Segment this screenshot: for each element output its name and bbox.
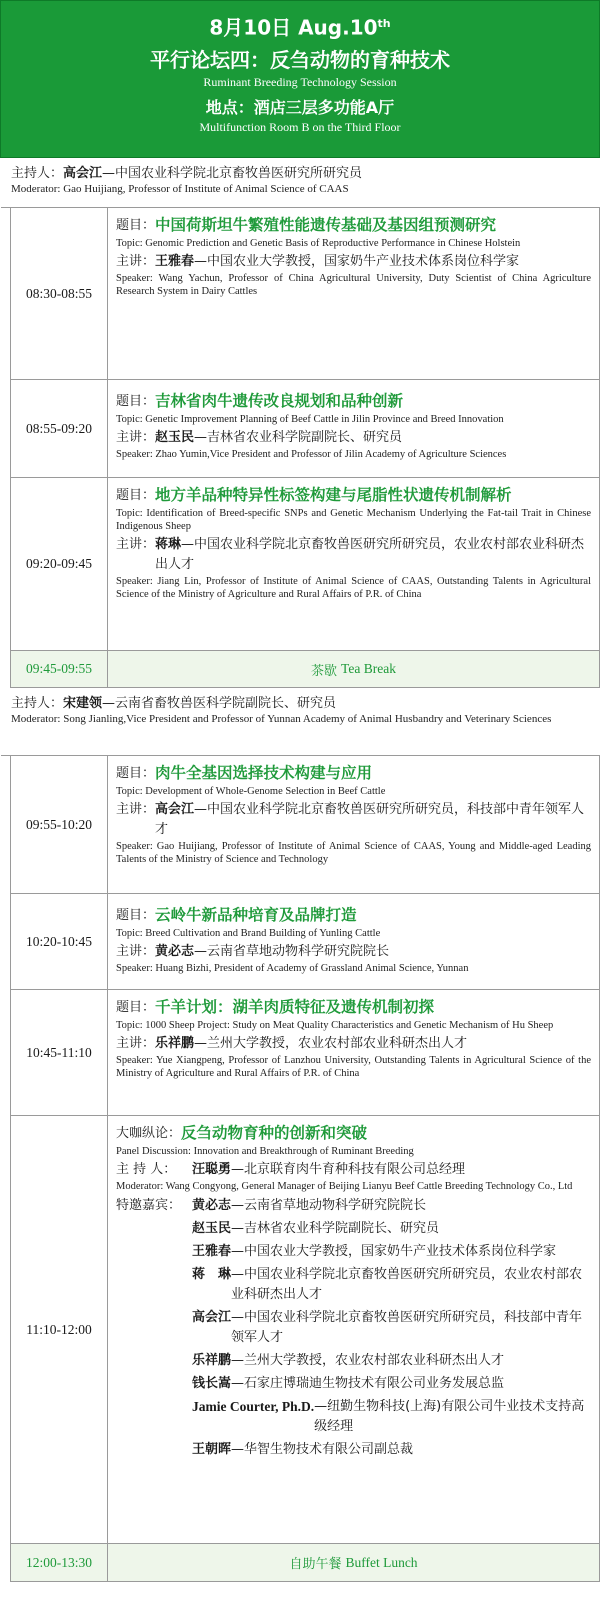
- guest-desc: —华智生物技术有限公司副总裁: [231, 1442, 414, 1457]
- venue-en: Multifunction Room B on the Third Floor: [199, 119, 401, 134]
- moderator-name: 高会江: [63, 166, 103, 181]
- topic-en: Topic: Genomic Prediction and Genetic Basis of Reproductive Performance in Chinese Holstein: [116, 238, 521, 249]
- speaker-name: 王雅春: [155, 254, 195, 269]
- panel-label: 大咖纵论：: [116, 1126, 182, 1141]
- speaker-en: Speaker: Gao Huijiang, Professor of Institute of Animal Science of CAAS, Young and Middle-aged Leading Talents of the Ministry of Science and Technology: [116, 841, 591, 865]
- break-label-cn: 茶歇: [311, 663, 338, 679]
- panel-host-label: 主 持 人：: [116, 1162, 177, 1177]
- topic-title: 吉林省肉牛遗传改良规划和品种创新: [155, 392, 404, 410]
- guest-desc: —石家庄博瑞迪生物技术有限公司业务发展总监: [231, 1376, 505, 1391]
- guest-label: [116, 1374, 192, 1394]
- session-time: 08:55-09:20: [11, 380, 108, 477]
- topic-label: 题目：: [116, 394, 156, 409]
- speaker-name: 黄必志: [155, 944, 195, 959]
- guest-name: 高会江: [192, 1310, 232, 1325]
- moderator-row: [1, 688, 600, 756]
- guest-item: [116, 1440, 591, 1460]
- panel-host-desc: —北京联育肉牛育种科技有限公司总经理: [231, 1162, 466, 1177]
- guest-item: [116, 1374, 591, 1394]
- guest-name: 蒋 琳: [192, 1267, 232, 1282]
- guest-desc: —兰州大学教授，农业农村部农业科研杰出人才: [231, 1353, 505, 1368]
- guest-item: [116, 1219, 591, 1239]
- topic-title: 中国荷斯坦牛繁殖性能遗传基础及基因组预测研究: [155, 216, 497, 234]
- speaker-label: 主讲：: [116, 254, 156, 269]
- panel-host-name: 汪聪勇: [192, 1162, 232, 1177]
- guest-item: [116, 1242, 591, 1262]
- guest-desc: —中国农业科学院北京畜牧兽医研究所研究员，科技部中青年领军人才: [231, 1310, 583, 1345]
- speaker-name: 高会江: [155, 802, 195, 817]
- session-time: 11:10-12:00: [11, 1116, 108, 1543]
- topic-label: 题目：: [116, 766, 156, 781]
- guest-item: [116, 1308, 591, 1348]
- moderator-en: Moderator: Gao Huijiang, Professor of Institute of Animal Science of CAAS: [11, 183, 349, 195]
- moderator-row: [1, 158, 600, 208]
- panel-title-en: Panel Discussion: Innovation and Breakthrough of Ruminant Breeding: [116, 1146, 414, 1157]
- speaker-en: Speaker: Jiang Lin, Professor of Institute of Animal Science of CAAS, Outstanding Talents in Agricultural Science of the Ministry of Agriculture and Rural Affairs of P.R. of China: [116, 576, 591, 600]
- guest-name: 乐祥鹏: [192, 1353, 232, 1368]
- speaker-name: 乐祥鹏: [155, 1036, 195, 1051]
- table-row: [11, 208, 599, 380]
- speaker-desc: —吉林省农业科学院副院长、研究员: [194, 430, 403, 445]
- topic-en: Topic: Genetic Improvement Planning of Beef Cattle in Jilin Province and Breed Innovation: [116, 414, 504, 425]
- speaker-label: 主讲：: [116, 430, 156, 445]
- topic-label: 题目：: [116, 488, 156, 503]
- guest-label: 特邀嘉宾：: [116, 1198, 182, 1213]
- guest-name: Jamie Courter, Ph.D.: [192, 1399, 315, 1414]
- speaker-en: Speaker: Wang Yachun, Professor of China Agricultural University, Duty Scientist of China Agriculture Research System in Dairy Cattles: [116, 273, 591, 297]
- speaker-desc: —中国农业大学教授，国家奶牛产业技术体系岗位科学家: [194, 254, 520, 269]
- guest-item: [116, 1196, 591, 1216]
- topic-title: 地方羊品种特异性标签构建与尾脂性状遗传机制解析: [155, 486, 512, 504]
- session-title: 平行论坛四：反刍动物的育种技术: [150, 47, 450, 72]
- table-row: [11, 380, 599, 478]
- break-label-en: Tea Break: [341, 661, 396, 676]
- moderator-label: 主持人：: [11, 696, 64, 711]
- tea-break-row: [11, 651, 599, 688]
- guest-item: [116, 1397, 591, 1437]
- session-time: 09:55-10:20: [11, 756, 108, 893]
- guest-label: [116, 1242, 192, 1262]
- guest-desc: —中国农业科学院北京畜牧兽医研究所研究员，农业农村部农业科研杰出人才: [231, 1267, 583, 1302]
- break-time: 12:00-13:30: [11, 1544, 108, 1581]
- table-row: [11, 894, 599, 990]
- break-label-en: Buffet Lunch: [345, 1554, 418, 1570]
- guest-desc: —中国农业大学教授，国家奶牛产业技术体系岗位科学家: [231, 1244, 557, 1259]
- date-cn: 8月10日: [209, 15, 292, 40]
- guest-desc: —云南省草地动物科学研究院院长: [231, 1198, 427, 1213]
- venue: 地点：酒店三层多功能A厅: [205, 97, 395, 117]
- guest-label: [116, 1351, 192, 1371]
- topic-label: 题目：: [116, 908, 156, 923]
- guest-name: 王雅春: [192, 1244, 232, 1259]
- panel-host-en: Moderator: Wang Congyong, General Manager of Beijing Lianyu Beef Cattle Breeding Technology Co., Ltd: [116, 1181, 573, 1192]
- break-label-cn: 自助午餐: [289, 1557, 342, 1572]
- table-row: [11, 990, 599, 1116]
- speaker-desc: —中国农业科学院北京畜牧兽医研究所研究员，农业农村部农业科研杰出人才: [155, 537, 585, 572]
- topic-title: 云岭牛新品种培育及品牌打造: [155, 906, 357, 924]
- session-time: 10:45-11:10: [11, 990, 108, 1115]
- topic-en: Topic: Identification of Breed-specific SNPs and Genetic Mechanism Underlying the Fat-tail Trait in Chinese Indigenous Sheep: [116, 508, 591, 532]
- speaker-label: 主讲：: [116, 802, 156, 817]
- speaker-label: 主讲：: [116, 1036, 156, 1051]
- guest-name: 黄必志: [192, 1198, 232, 1213]
- speaker-name: 赵玉民: [155, 430, 195, 445]
- table-row: [11, 756, 599, 894]
- guest-label: [116, 1397, 192, 1437]
- session-title-en: Ruminant Breeding Technology Session: [203, 74, 397, 89]
- date-en: Aug.10: [298, 15, 378, 40]
- date-sup: th: [377, 17, 391, 30]
- guest-list: [116, 1196, 591, 1460]
- guest-label: [116, 1440, 192, 1460]
- moderator-desc: —中国农业科学院北京畜牧兽医研究所研究员: [102, 166, 363, 181]
- panel-title: 反刍动物育种的创新和突破: [181, 1124, 368, 1142]
- guest-label: [116, 1308, 192, 1348]
- guest-label: [116, 1265, 192, 1305]
- topic-en: Topic: Development of Whole-Genome Selection in Beef Cattle: [116, 786, 386, 797]
- speaker-name: 蒋琳: [155, 537, 182, 552]
- guest-desc: —吉林省农业科学院副院长、研究员: [231, 1221, 440, 1236]
- topic-en: Topic: 1000 Sheep Project: Study on Meat Quality Characteristics and Genetic Mechanism of Hu Sheep: [116, 1020, 554, 1031]
- speaker-desc: —兰州大学教授，农业农村部农业科研杰出人才: [194, 1036, 468, 1051]
- moderator-name: 宋建领: [63, 696, 103, 711]
- topic-label: 题目：: [116, 218, 156, 233]
- schedule-table: [10, 158, 600, 1582]
- moderator-label: 主持人：: [11, 166, 64, 181]
- topic-title: 千羊计划：湖羊肉质特征及遗传机制初探: [155, 998, 435, 1016]
- table-row: [11, 478, 599, 651]
- guest-label: [116, 1219, 192, 1239]
- speaker-desc: —云南省草地动物科学研究院院长: [194, 944, 390, 959]
- date-heading: [1, 11, 599, 41]
- topic-label: 题目：: [116, 1000, 156, 1015]
- guest-name: 王朝晖: [192, 1442, 232, 1457]
- speaker-en: Speaker: Yue Xiangpeng, Professor of Lanzhou University, Outstanding Talents in Agricultural Science of the Ministry of Agriculture and Rural Affairs of P.R. of China: [116, 1055, 591, 1079]
- speaker-desc: —中国农业科学院北京畜牧兽医研究所研究员，科技部中青年领军人才: [155, 802, 585, 837]
- guest-name: 钱长嵩: [192, 1376, 232, 1391]
- topic-en: Topic: Breed Cultivation and Brand Building of Yunling Cattle: [116, 928, 381, 939]
- page-header: [0, 0, 600, 158]
- speaker-label: 主讲：: [116, 944, 156, 959]
- session-time: 08:30-08:55: [11, 208, 108, 379]
- topic-title: 肉牛全基因选择技术构建与应用: [155, 764, 373, 782]
- guest-item: [116, 1351, 591, 1371]
- moderator-desc: —云南省畜牧兽医科学院副院长、研究员: [102, 696, 337, 711]
- moderator-en: Moderator: Song Jianling,Vice President and Professor of Yunnan Academy of Animal Husbandry and Veterinary Sciences: [11, 713, 552, 725]
- panel-row: [11, 1116, 599, 1544]
- guest-desc: —纽勤生物科技(上海)有限公司牛业技术支持高级经理: [314, 1399, 585, 1434]
- guest-item: [116, 1265, 591, 1305]
- lunch-row: [11, 1544, 599, 1582]
- break-time: 09:45-09:55: [11, 651, 108, 687]
- speaker-en: Speaker: Zhao Yumin,Vice President and Professor of Jilin Academy of Agriculture Sciences: [116, 449, 507, 460]
- speaker-en: Speaker: Huang Bizhi, President of Academy of Grassland Animal Science, Yunnan: [116, 963, 469, 974]
- guest-name: 赵玉民: [192, 1221, 232, 1236]
- session-time: 10:20-10:45: [11, 894, 108, 989]
- session-time: 09:20-09:45: [11, 478, 108, 650]
- speaker-label: 主讲：: [116, 537, 156, 552]
